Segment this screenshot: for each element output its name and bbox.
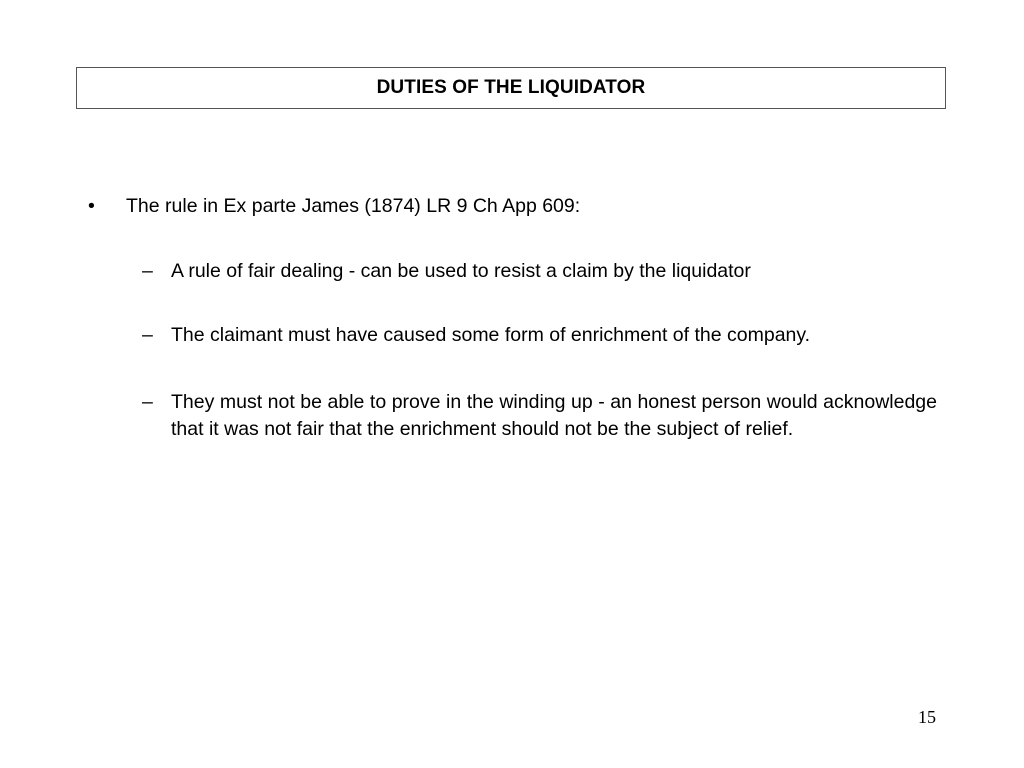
sub-item-text: A rule of fair dealing - can be used to resist a claim by the liquidator [171,260,751,282]
sub-item-marker: – [142,260,153,282]
bullet-marker: • [88,195,95,217]
sub-item-marker: – [142,391,153,413]
page-number: 15 [918,707,936,727]
bullet-text: The rule in Ex parte James (1874) LR 9 Ch App 609: [126,195,581,217]
sub-item-marker: – [142,324,153,346]
slide-title: DUTIES OF THE LIQUIDATOR [376,77,646,98]
sub-item-text: They must not be able to prove in the winding up - an honest person would acknowledge that it was not fair that the enrichment should not be the subject of relief. [171,391,937,440]
sub-item-text: The claimant must have caused some form of enrichment of the company. [171,324,811,346]
